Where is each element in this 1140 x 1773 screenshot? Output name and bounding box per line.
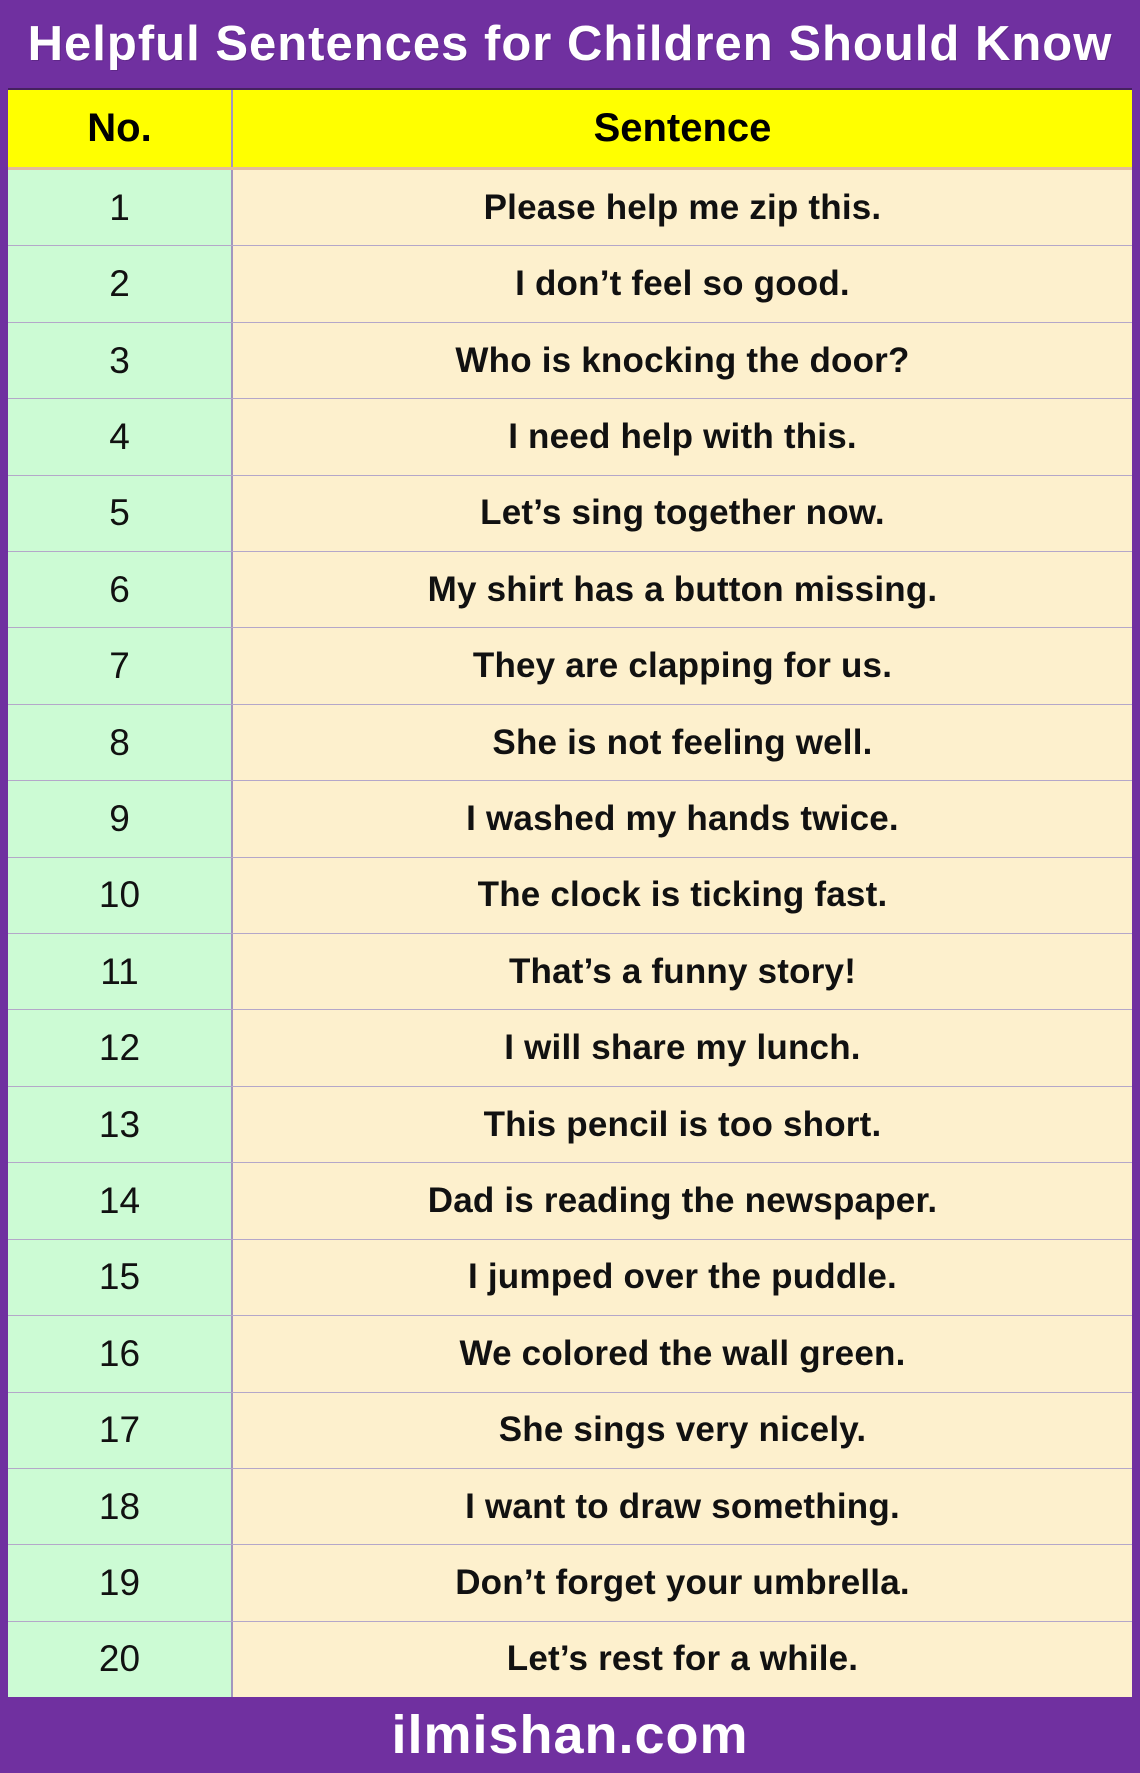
- row-number-cell: 15: [8, 1240, 233, 1315]
- title-band: [0, 0, 1140, 88]
- table-row: [8, 1392, 1132, 1468]
- table-row: [8, 627, 1132, 703]
- sentence-cell: Please help me zip this.: [233, 170, 1132, 245]
- row-number-cell: 3: [8, 323, 233, 398]
- row-number-cell: 5: [8, 476, 233, 551]
- row-number-cell: 19: [8, 1545, 233, 1620]
- table-row: [8, 1162, 1132, 1238]
- sentence-cell: I jumped over the puddle.: [233, 1240, 1132, 1315]
- sentence-cell: They are clapping for us.: [233, 628, 1132, 703]
- sentence-cell: The clock is ticking fast.: [233, 858, 1132, 933]
- table-row: [8, 398, 1132, 474]
- row-number-cell: 12: [8, 1010, 233, 1085]
- row-number-cell: 8: [8, 705, 233, 780]
- table-row: [8, 1009, 1132, 1085]
- table-row: [8, 1239, 1132, 1315]
- row-number-cell: 10: [8, 858, 233, 933]
- sentence-cell: Who is knocking the door?: [233, 323, 1132, 398]
- sentence-cell: That’s a funny story!: [233, 934, 1132, 1009]
- table-header-row: [8, 90, 1132, 170]
- table-row: [8, 933, 1132, 1009]
- row-number-cell: 6: [8, 552, 233, 627]
- table-row: [8, 780, 1132, 856]
- table-row: [8, 245, 1132, 321]
- sentence-cell: Let’s rest for a while.: [233, 1622, 1132, 1697]
- row-number-cell: 20: [8, 1622, 233, 1697]
- table-row: [8, 475, 1132, 551]
- sentence-cell: I need help with this.: [233, 399, 1132, 474]
- row-number-cell: 4: [8, 399, 233, 474]
- row-number-cell: 14: [8, 1163, 233, 1238]
- sentence-cell: I want to draw something.: [233, 1469, 1132, 1544]
- website-text: ilmishan.com: [391, 1705, 749, 1765]
- row-number-cell: 9: [8, 781, 233, 856]
- sentence-cell: She sings very nicely.: [233, 1393, 1132, 1468]
- sentence-table-body: [8, 170, 1132, 1697]
- sentence-cell: I washed my hands twice.: [233, 781, 1132, 856]
- sentence-cell: I will share my lunch.: [233, 1010, 1132, 1085]
- sentence-cell: She is not feeling well.: [233, 705, 1132, 780]
- row-number-cell: 7: [8, 628, 233, 703]
- table-row: [8, 170, 1132, 245]
- row-number-cell: 18: [8, 1469, 233, 1544]
- table-row: [8, 857, 1132, 933]
- table-row: [8, 1621, 1132, 1697]
- table-row: [8, 322, 1132, 398]
- sentence-table: [8, 88, 1132, 1697]
- row-number-cell: 11: [8, 934, 233, 1009]
- page-title: Helpful Sentences for Children Should Know: [27, 17, 1113, 71]
- row-number-cell: 13: [8, 1087, 233, 1162]
- row-number-cell: 1: [8, 170, 233, 245]
- header-no: No.: [8, 90, 233, 167]
- sentence-cell: Dad is reading the newspaper.: [233, 1163, 1132, 1238]
- row-number-cell: 16: [8, 1316, 233, 1391]
- table-row: [8, 551, 1132, 627]
- row-number-cell: 17: [8, 1393, 233, 1468]
- table-row: [8, 704, 1132, 780]
- sentence-cell: I don’t feel so good.: [233, 246, 1132, 321]
- sentence-cell: Let’s sing together now.: [233, 476, 1132, 551]
- header-sentence: Sentence: [593, 106, 772, 150]
- table-row: [8, 1315, 1132, 1391]
- row-number-cell: 2: [8, 246, 233, 321]
- table-row: [8, 1086, 1132, 1162]
- sentence-cell: My shirt has a button missing.: [233, 552, 1132, 627]
- sentence-cell: This pencil is too short.: [233, 1087, 1132, 1162]
- table-row: [8, 1544, 1132, 1620]
- footer-band: [0, 1697, 1140, 1773]
- sentence-cell: Don’t forget your umbrella.: [233, 1545, 1132, 1620]
- sentence-cell: We colored the wall green.: [233, 1316, 1132, 1391]
- table-row: [8, 1468, 1132, 1544]
